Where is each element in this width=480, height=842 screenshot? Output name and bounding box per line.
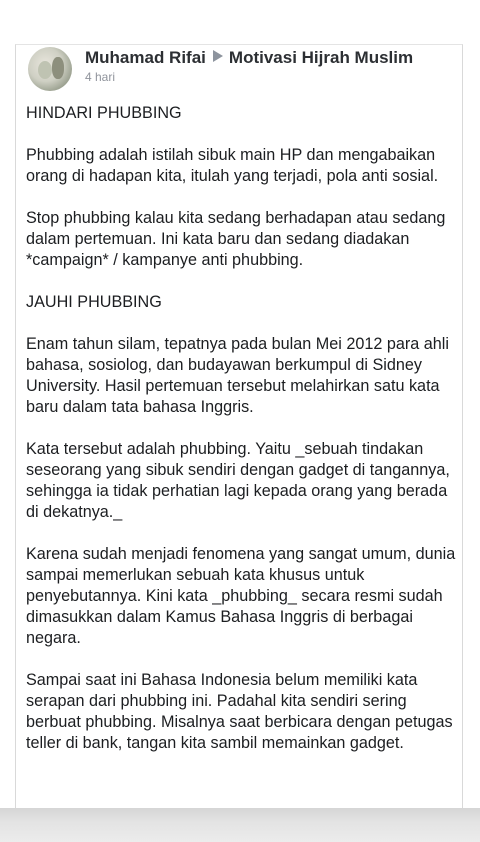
post-body [26, 103, 458, 775]
post-paragraph: Phubbing adalah istilah sibuk main HP dan mengabaikan orang di hadapan kita, itulah yang terjadi, pola anti sosial. [26, 146, 439, 185]
author-name[interactable]: Muhamad Rifai [85, 48, 206, 67]
post-header [16, 45, 462, 93]
post-title-line [85, 48, 413, 68]
post-heading: HINDARI PHUBBING [26, 104, 182, 122]
share-arrow-icon [213, 50, 223, 62]
group-name[interactable]: Motivasi Hijrah Muslim [228, 48, 414, 67]
post-paragraph: Enam tahun silam, tepatnya pada bulan Mei 2012 para ahli bahasa, sosiolog, dan budayawan berkumpul di Sidney University. Hasil pertemuan tersebut melahirkan satu kata baru dalam tata bahasa Inggris. [26, 335, 449, 416]
author-avatar[interactable] [28, 47, 72, 91]
post-paragraph: Stop phubbing kalau kita sedang berhadapan atau sedang dalam pertemuan. Ini kata baru dan sedang diadakan *campaign* / kampanye anti phubbing. [26, 209, 446, 269]
post-paragraph: Karena sudah menjadi fenomena yang sangat umum, dunia sampai memerlukan sebuah kata khusus untuk penyebutannya. Kini kata _phubbing_ secara resmi sudah dimasukkan dalam Kamus Bahasa Inggris di berbagai negara. [26, 545, 456, 647]
post-paragraph: Sampai saat ini Bahasa Indonesia belum memiliki kata serapan dari phubbing ini. Padahal kita sendiri sering berbuat phubbing. Misalnya saat berbicara dengan petugas teller di bank, tangan kita sambil memainkan gadget. [26, 671, 453, 752]
post-heading: JAUHI PHUBBING [26, 293, 162, 311]
post-paragraph: Kata tersebut adalah phubbing. Yaitu _sebuah tindakan seseorang yang sibuk sendiri dengan gadget di tangannya, sehingga ia tidak perhatian lagi kepada orang yang berada di dekatnya._ [26, 440, 450, 521]
top-spacer [0, 0, 480, 44]
post-card [15, 44, 463, 808]
bottom-shadow [0, 808, 480, 842]
post-timestamp[interactable]: 4 hari [85, 70, 116, 84]
